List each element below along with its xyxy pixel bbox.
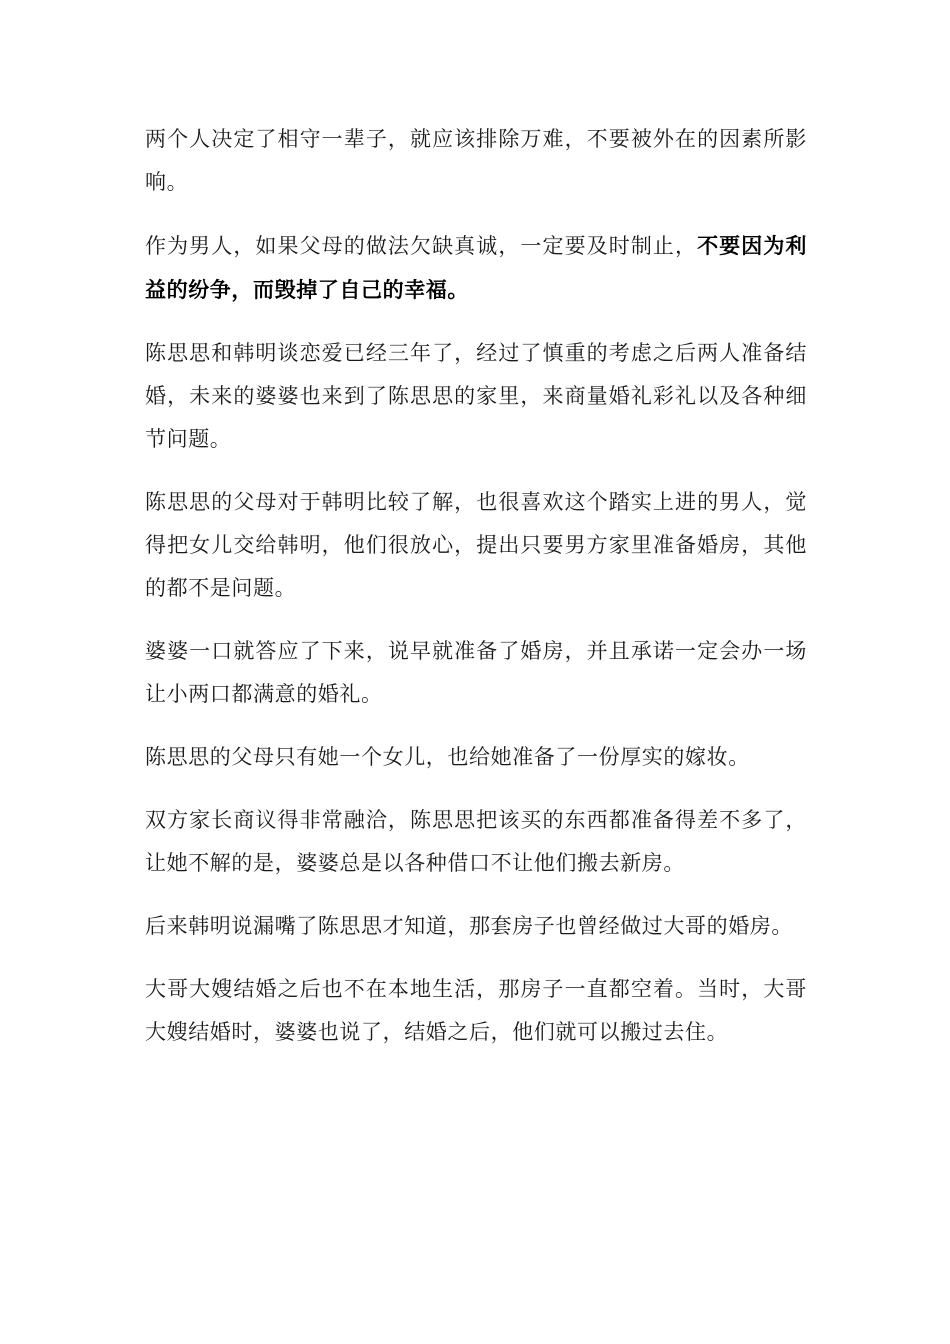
paragraph-8 xyxy=(145,905,807,948)
paragraph-7 xyxy=(145,799,807,885)
paragraph-text: 两个人决定了相守一辈子，就应该排除万难，不要被外在的因素所影响。 xyxy=(145,127,807,194)
paragraph-text: 陈思思和韩明谈恋爱已经三年了，经过了慎重的考虑之后两人准备结婚，未来的婆婆也来到了陈思思的家里，来商量婚礼彩礼以及各种细节问题。 xyxy=(145,341,807,451)
paragraph-1 xyxy=(145,118,807,204)
paragraph-text: 作为男人，如果父母的做法欠缺真诚，一定要及时制止， xyxy=(145,234,698,258)
paragraph-text: 后来韩明说漏嘴了陈思思才知道，那套房子也曾经做过大哥的婚房。 xyxy=(145,914,793,938)
paragraph-4 xyxy=(145,481,807,610)
paragraph-text: 陈思思的父母对于韩明比较了解，也很喜欢这个踏实上进的男人，觉得把女儿交给韩明，他们很放心，提出只要男方家里准备婚房，其他的都不是问题。 xyxy=(145,490,807,600)
paragraph-text: 双方家长商议得非常融洽，陈思思把该买的东西都准备得差不多了，让她不解的是，婆婆总是以各种借口不让他们搬去新房。 xyxy=(145,808,807,875)
document-body xyxy=(145,118,807,1074)
paragraph-9 xyxy=(145,968,807,1054)
paragraph-text: 婆婆一口就答应了下来，说早就准备了婚房，并且承诺一定会办一场让小两口都满意的婚礼。 xyxy=(145,639,807,706)
paragraph-2 xyxy=(145,224,807,312)
paragraph-text: 陈思思的父母只有她一个女儿，也给她准备了一份厚实的嫁妆。 xyxy=(145,745,750,769)
paragraph-bold-text: 不要因为利益的纷争，而毁掉了自己的幸福。 xyxy=(145,233,808,302)
paragraph-3 xyxy=(145,332,807,461)
paragraph-6 xyxy=(145,736,807,779)
paragraph-5 xyxy=(145,630,807,716)
paragraph-text: 大哥大嫂结婚之后也不在本地生活，那房子一直都空着。当时，大哥大嫂结婚时，婆婆也说了，结婚之后，他们就可以搬过去住。 xyxy=(145,977,807,1044)
